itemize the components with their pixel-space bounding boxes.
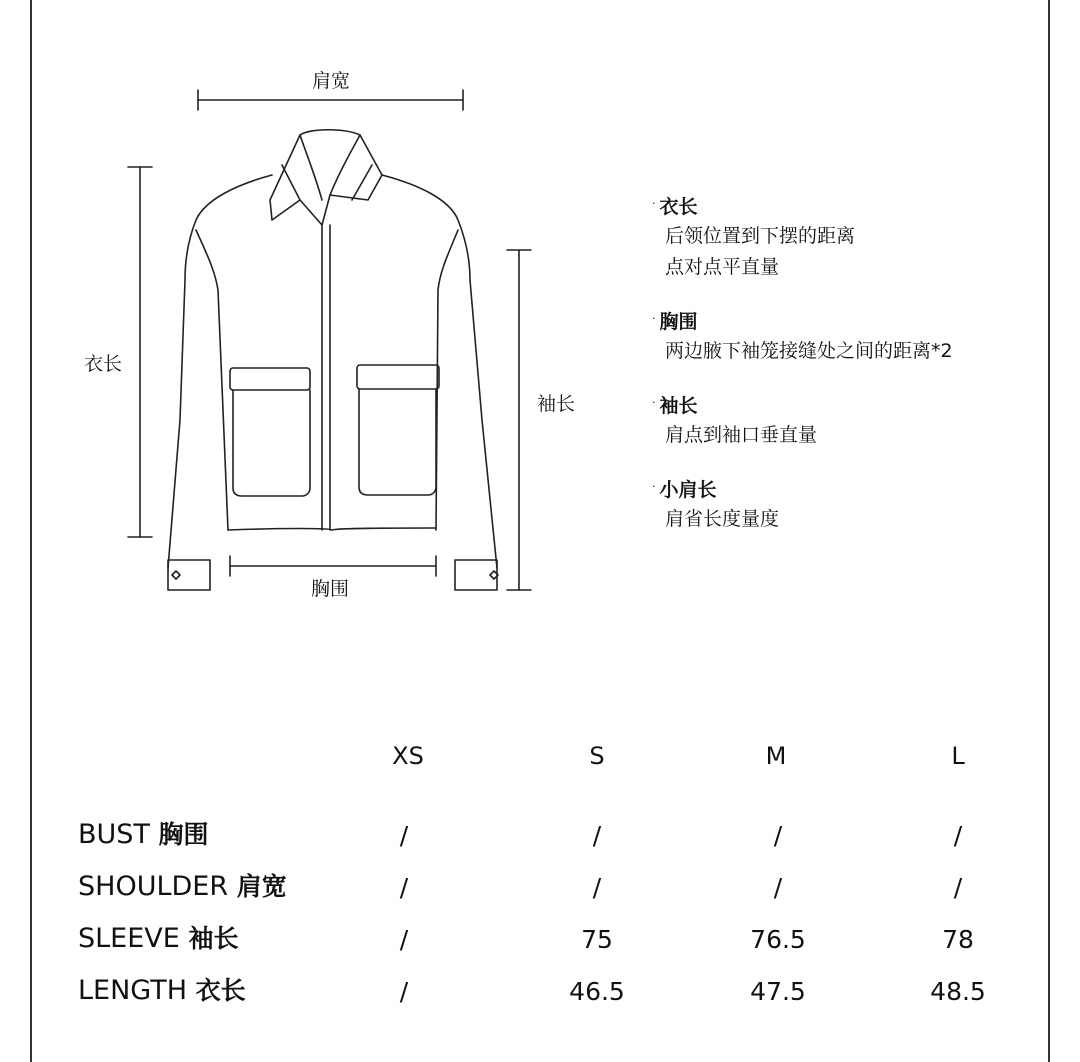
row-label-en: BUST [78, 819, 150, 850]
table-cell: 75 [581, 925, 613, 954]
row-label-en: SHOULDER [78, 871, 229, 902]
shoulder-measure-line [198, 90, 463, 110]
table-cell: / [953, 873, 963, 902]
column-header-s: S [589, 742, 605, 770]
length-measure-line [128, 167, 152, 537]
shoulder-label: 肩宽 [311, 70, 351, 92]
column-header-l: L [951, 742, 965, 770]
legend-item-bust [652, 305, 1042, 367]
table-cell: / [773, 821, 783, 850]
row-label-bust [78, 820, 209, 850]
table-cell: 47.5 [750, 977, 806, 1006]
legend-marker: · [652, 396, 656, 409]
length-label: 衣长 [83, 353, 123, 375]
row-label-zh: 胸围 [158, 820, 209, 849]
row-label-length [78, 976, 246, 1006]
legend-title: 袖长 [659, 395, 698, 417]
legend-description: 两边腋下袖笼接缝处之间的距离*2 [665, 340, 953, 362]
row-label-en: LENGTH [78, 975, 188, 1006]
sleeve-measure-line [507, 250, 531, 590]
column-header-m: M [765, 742, 787, 770]
legend-marker: · [652, 480, 656, 493]
legend-description: 后领位置到下摆的距离 [665, 225, 856, 247]
legend-item-length [652, 190, 1042, 283]
table-cell: 76.5 [750, 925, 806, 954]
legend-description: 点对点平直量 [665, 256, 780, 278]
table-cell: / [953, 821, 963, 850]
sleeve-label: 袖长 [536, 393, 576, 415]
table-cell: / [399, 873, 409, 902]
table-cell: / [592, 821, 602, 850]
table-cell: 78 [942, 925, 974, 954]
legend-description: 肩省长度量度 [665, 508, 780, 530]
legend-title: 小肩长 [659, 479, 717, 501]
row-label-zh: 肩宽 [236, 872, 287, 901]
table-cell: / [592, 873, 602, 902]
legend-title: 衣长 [659, 196, 698, 218]
row-label-sleeve [78, 924, 238, 954]
jacket-drawing [168, 130, 498, 590]
row-label-zh: 袖长 [188, 924, 239, 953]
column-header-xs: XS [392, 742, 424, 770]
table-cell: / [773, 873, 783, 902]
legend-marker: · [652, 197, 656, 210]
table-cell: / [399, 977, 409, 1006]
measurement-legend [652, 190, 1042, 557]
table-cell: 46.5 [569, 977, 625, 1006]
row-label-en: SLEEVE [78, 923, 180, 954]
table-cell: / [399, 925, 409, 954]
row-label-zh: 衣长 [195, 976, 246, 1005]
legend-marker: · [652, 312, 656, 325]
legend-item-small-shoulder [652, 473, 1042, 535]
legend-title: 胸围 [659, 311, 698, 333]
bust-label: 胸围 [310, 578, 350, 600]
table-cell: 48.5 [930, 977, 986, 1006]
bust-measure-line [230, 556, 436, 576]
legend-description: 肩点到袖口垂直量 [665, 424, 818, 446]
legend-item-sleeve [652, 389, 1042, 451]
table-cell: / [399, 821, 409, 850]
row-label-shoulder [78, 872, 287, 902]
